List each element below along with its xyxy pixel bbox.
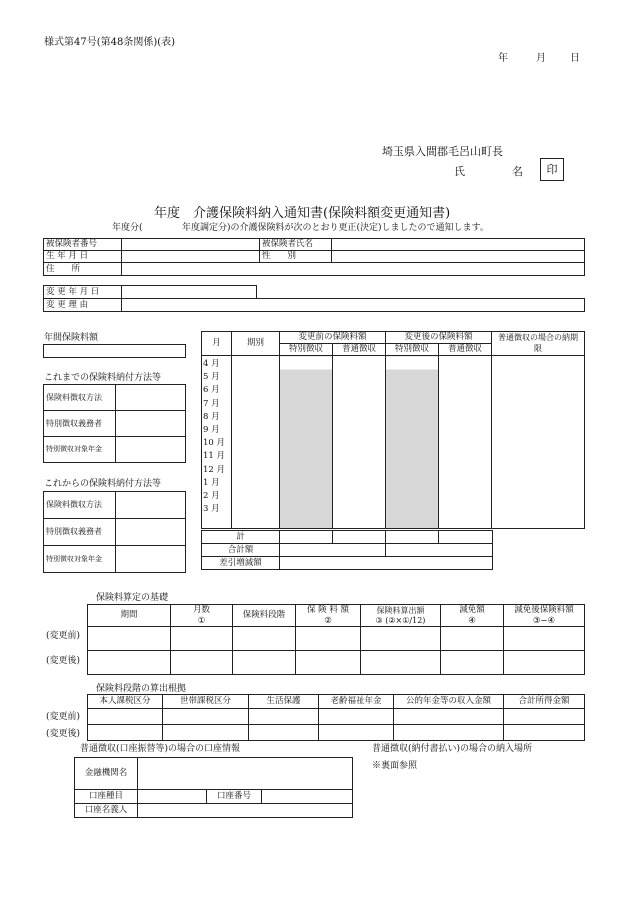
future-collection-method-field[interactable]: [116, 492, 186, 519]
grade-header-welfare: 生活保護: [249, 695, 319, 709]
monthly-premium-table: [201, 331, 585, 529]
grade-table: [87, 694, 585, 741]
before-special-column[interactable]: [280, 356, 333, 529]
month-label: 10 月: [203, 438, 226, 449]
label-sex: 性 別: [260, 251, 332, 263]
label-change-reason: 変 更 理 由: [44, 299, 122, 312]
period-column[interactable]: [232, 356, 280, 529]
future-pension-label: 特別徴収対象年金: [44, 546, 116, 573]
grade-cell[interactable]: [504, 725, 585, 741]
basis-cell[interactable]: [441, 627, 504, 651]
basis-cell[interactable]: [171, 651, 233, 675]
basis-cell[interactable]: [296, 651, 361, 675]
address-field[interactable]: [122, 263, 585, 276]
header-before: 変更前の保険料額: [280, 332, 386, 344]
diff-field[interactable]: [280, 557, 493, 570]
basis-header-amount: 保 険 料 額 ②: [296, 605, 361, 627]
bank-holder-field[interactable]: [138, 804, 353, 818]
bank-number-label: 口座番号: [207, 790, 262, 804]
name-label-1: 氏: [454, 165, 465, 178]
total-label: 計: [202, 531, 280, 544]
basis-header-reduction: 減免額 ④: [441, 605, 504, 627]
sum-before[interactable]: [280, 544, 386, 557]
past-obligor-label: 特別徴収義務者: [44, 411, 116, 437]
future-collection-method-label: 保険料徴収方法: [44, 492, 116, 519]
date-month: 月: [536, 53, 546, 64]
basis-header-calculated: 保険料算出額 ③ (②×①/12): [361, 605, 441, 627]
basis-cell[interactable]: [88, 651, 171, 675]
payment-place-title: 普通徴収(納付書払い)の場合の納入場所: [372, 744, 533, 754]
label-insured-name: 被保険者氏名: [260, 239, 332, 251]
basis-row-label-before: (変更前): [46, 631, 81, 641]
grade-cell[interactable]: [88, 709, 163, 725]
grade-cell[interactable]: [394, 709, 504, 725]
basis-table: [87, 604, 585, 675]
total-after-normal[interactable]: [439, 531, 493, 544]
name-label-2: 名: [512, 165, 523, 178]
header-after-normal: 普通徴収: [439, 344, 492, 356]
date-day: 日: [570, 53, 580, 64]
after-normal-column[interactable]: [439, 356, 492, 529]
bank-table: [74, 757, 353, 818]
month-label: 4 月: [203, 359, 220, 369]
sum-label: 合計額: [202, 544, 280, 557]
date-year: 年: [498, 53, 508, 64]
header-month: 月: [202, 332, 232, 356]
basis-cell[interactable]: [233, 627, 296, 651]
past-collection-method-field[interactable]: [116, 385, 186, 411]
payment-place-note: ※裏面参照: [372, 761, 418, 771]
basis-cell[interactable]: [441, 651, 504, 675]
insured-no-field[interactable]: [122, 239, 260, 251]
basis-cell[interactable]: [171, 627, 233, 651]
header-before-special: 特別徴収: [280, 344, 333, 356]
grade-cell[interactable]: [163, 725, 249, 741]
grade-cell[interactable]: [163, 709, 249, 725]
past-collection-method-label: 保険料徴収方法: [44, 385, 116, 411]
change-date-field[interactable]: [122, 286, 257, 299]
basis-row-label-after: (変更後): [46, 656, 81, 666]
total-before-normal[interactable]: [333, 531, 386, 544]
bank-type-field[interactable]: [138, 790, 207, 804]
label-birth: 生 年 月 日: [44, 251, 122, 263]
grade-cell[interactable]: [504, 709, 585, 725]
month-label: 5 月: [203, 372, 220, 383]
basis-header-months: 月数 ①: [171, 605, 233, 627]
month-label: 8 月: [203, 411, 220, 422]
grade-title: 保険料段階の算出根拠: [96, 684, 187, 694]
header-before-normal: 普通徴収: [333, 344, 386, 356]
birth-field[interactable]: [122, 251, 260, 263]
sum-after[interactable]: [386, 544, 493, 557]
monthly-totals-table: [201, 530, 493, 570]
bank-type-label: 口座種目: [75, 790, 138, 804]
bank-title: 普通徴収(口座振替等)の場合の口座情報: [80, 744, 241, 754]
basis-cell[interactable]: [233, 651, 296, 675]
label-insured-no: 被保険者番号: [44, 239, 122, 251]
basis-header-period: 期間: [88, 605, 171, 627]
past-pension-label: 特別徴収対象年金: [44, 437, 116, 463]
header-deadline: 普通徴収の場合の納期限: [492, 332, 585, 356]
month-label: 2 月: [203, 491, 220, 502]
seal-box: 印: [540, 158, 564, 181]
grade-header-household-tax: 世帯課税区分: [163, 695, 249, 709]
grade-header-public-pension-income: 公的年金等の収入金額: [394, 695, 504, 709]
header-period: 期別: [232, 332, 280, 356]
month-label: 3 月: [203, 504, 220, 515]
intro-a: 年度分(: [112, 223, 143, 233]
issuer: 埼玉県入間郡毛呂山町長: [382, 145, 503, 158]
insured-name-field[interactable]: [332, 239, 585, 251]
before-normal-column[interactable]: [333, 356, 386, 529]
basis-header-grade: 保険料段階: [233, 605, 296, 627]
future-method-title: これからの保険料納付方法等: [44, 479, 162, 489]
after-special-column[interactable]: [386, 356, 439, 529]
form-number: 様式第47号(第48条関係)(表): [44, 37, 176, 48]
past-pension-field[interactable]: [116, 437, 186, 463]
bank-institution-field[interactable]: [138, 758, 353, 790]
basis-cell[interactable]: [361, 627, 441, 651]
month-label: 6 月: [203, 385, 220, 396]
intro-b: 年度調定分)の介護保険料が次のとおり更正(決定)しましたので通知します。: [182, 223, 489, 233]
deadline-column[interactable]: [492, 356, 585, 529]
month-label: 1 月: [203, 477, 220, 488]
basis-cell[interactable]: [296, 627, 361, 651]
past-obligor-field[interactable]: [116, 411, 186, 437]
header-after: 変更後の保険料額: [386, 332, 492, 344]
diff-label: 差引増減額: [202, 557, 280, 570]
month-label: 7 月: [203, 398, 220, 409]
future-obligor-label: 特別徴収義務者: [44, 519, 116, 546]
past-method-table: [43, 384, 186, 463]
grade-row-label-after: (変更後): [46, 729, 81, 739]
grade-cell[interactable]: [249, 709, 319, 725]
grade-cell[interactable]: [319, 709, 394, 725]
grade-cell[interactable]: [88, 725, 163, 741]
header-after-special: 特別徴収: [386, 344, 439, 356]
future-obligor-field[interactable]: [116, 519, 186, 546]
grade-cell[interactable]: [319, 725, 394, 741]
basis-cell[interactable]: [504, 651, 585, 675]
bank-holder-label: 口座名義人: [75, 804, 138, 818]
sex-field[interactable]: [332, 251, 585, 263]
label-address: 住 所: [44, 263, 122, 276]
basis-cell[interactable]: [361, 651, 441, 675]
grade-header-pension: 老齢福祉年金: [319, 695, 394, 709]
change-reason-field[interactable]: [122, 299, 585, 312]
grade-cell[interactable]: [249, 725, 319, 741]
month-label: 12 月: [203, 464, 226, 475]
total-before-special[interactable]: [280, 531, 333, 544]
grade-header-self-tax: 本人課税区分: [88, 695, 163, 709]
past-method-title: これまでの保険料納付方法等: [44, 373, 162, 383]
basis-header-after-reduction: 減免後保険料額 ③−④: [504, 605, 585, 627]
month-list: [202, 356, 232, 529]
grade-header-total-income: 合計所得金額: [504, 695, 585, 709]
month-label: 9 月: [203, 425, 220, 436]
month-label: 11 月: [203, 451, 226, 462]
bank-institution-label: 金融機関名: [75, 758, 138, 790]
grade-row-label-before: (変更前): [46, 712, 81, 722]
bank-number-field[interactable]: [262, 790, 353, 804]
future-pension-field[interactable]: [116, 546, 186, 573]
annual-premium-field[interactable]: [43, 344, 186, 358]
total-after-special[interactable]: [386, 531, 439, 544]
annual-premium-label: 年間保険料額: [44, 333, 99, 343]
change-info-table: [43, 285, 585, 312]
future-method-table: [43, 491, 186, 573]
insured-info-table: [43, 238, 585, 276]
grade-cell[interactable]: [394, 725, 504, 741]
basis-cell[interactable]: [504, 627, 585, 651]
page-title: 年度 介護保険料納入通知書(保険料額変更通知書): [154, 206, 451, 221]
basis-title: 保険料算定の基礎: [96, 593, 169, 603]
label-change-date: 変 更 年 月 日: [44, 286, 122, 299]
basis-cell[interactable]: [88, 627, 171, 651]
